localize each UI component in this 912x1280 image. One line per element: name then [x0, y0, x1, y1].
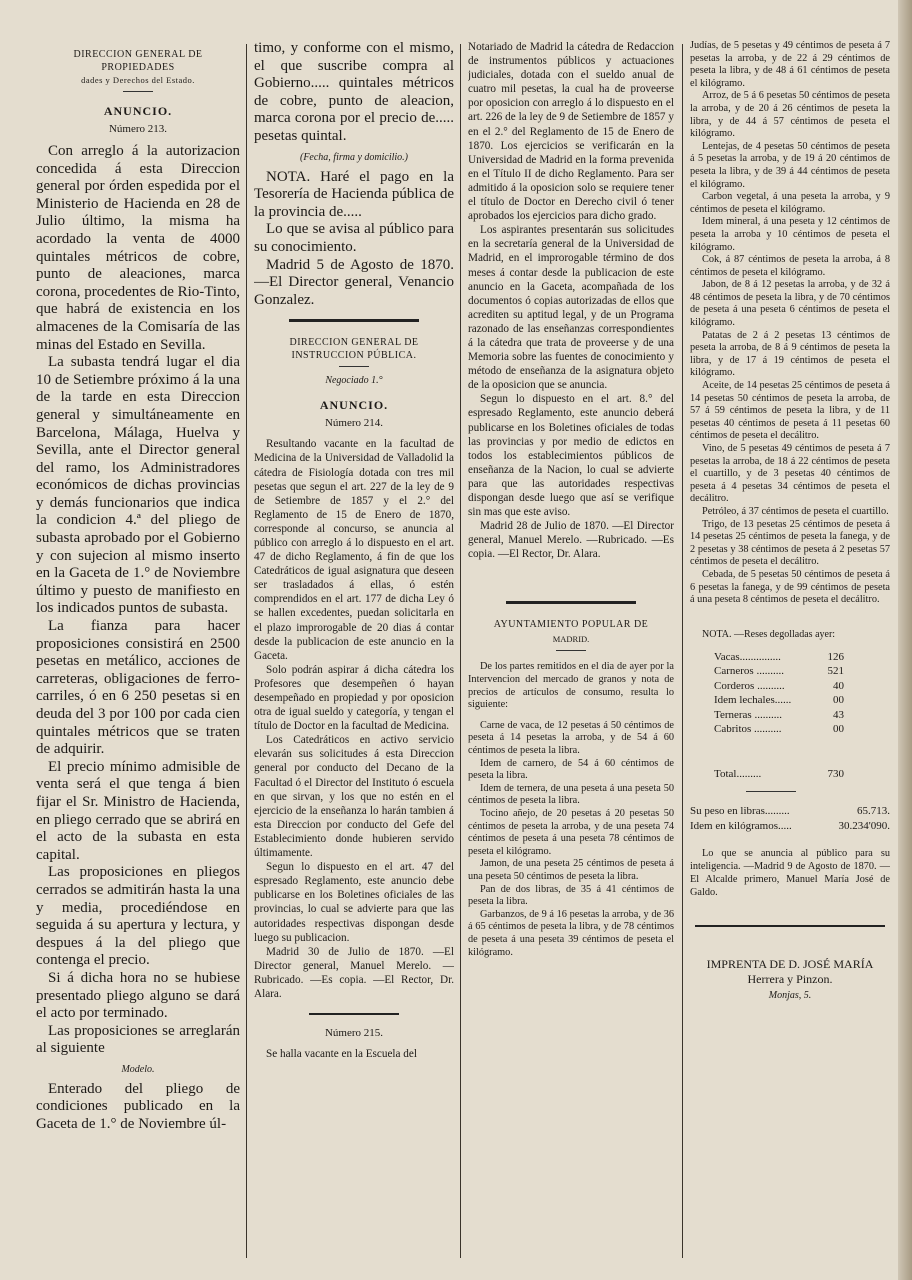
reses-total: Total......... 730	[714, 767, 844, 780]
price-item: Patatas de 2 á 2 pesetas 13 céntimos de peseta la arroba, de 8 á 9 céntimos de peseta la libra, y de 17 á 19 céntimos de peseta el kilógramo.	[690, 329, 890, 379]
reses-row: Corderos .......... 40	[714, 679, 844, 692]
section-header: DIRECCION GENERAL DE INSTRUCCION PÚBLICA.	[289, 337, 419, 362]
price-item: Cebada, de 5 pesetas 50 céntimos de peseta á 6 pesetas la fanega, y de 99 céntimos de peseta á una peseta 8 céntimos de peseta el decálitro.	[690, 568, 890, 606]
price-item: Idem de carnero, de 54 á 60 céntimos de peseta la libra.	[468, 757, 674, 782]
price-item: Garbanzos, de 9 á 16 pesetas la arroba, y de 36 á 65 céntimos de peseta la libra, y de 78 céntimos de peseta á una peseta 39 céntimos de peseta el kilógramo.	[468, 908, 674, 958]
divider	[746, 791, 796, 792]
signature: Madrid 30 de Julio de 1870. —El Director general, Manuel Merelo. —Rubricado. —Es copia. —El Rector, Dr. Alara.	[254, 945, 454, 1000]
price-item: Tocino añejo, de 20 pesetas á 20 pesetas 50 céntimos de peseta la arroba, y de una peseta 74 céntimos de peseta á una peseta 78 céntimos de peseta el kilógramo.	[468, 808, 674, 857]
anuncio-number: Número 215.	[324, 1027, 384, 1040]
paragraph: La subasta tendrá lugar el dia 10 de Setiembre próximo á la una de la tarde en esta Direccion general y simultáneamente en Barcelona, Málaga, Huelva y Sevilla, ante el Director general del ramo, los Administradores económicos de dichas provincias y demás funcionarios que indica la condicion 4.ª del pliego de subasta aprobado por el Gobierno y con sujecion al mismo inserto en la Gaceta de 1.° de Noviembre último y puesto de manifiesto en los indicados puntos de subasta.	[36, 354, 240, 617]
paragraph: El precio mínimo admisible de venta será el que tenga á bien fijar el Sr. Ministro de Hacienda, en pliego cerrado que se abrirá en el acto de la subasta en esta capital.	[36, 758, 240, 863]
price-item: Trigo, de 13 pesetas 25 céntimos de peseta á 14 pesetas 25 céntimos de peseta la fanega, y de 2 pesetas y 38 céntimos de peseta á 2 pesetas 57 céntimos de peseta el decálitro.	[690, 518, 890, 568]
column-3	[468, 40, 674, 1260]
price-item: Idem de ternera, de una peseta á una peseta 50 céntimos de peseta la libra.	[468, 782, 674, 807]
price-item: Cok, á 87 céntimos de peseta la arroba, á 8 céntimos de peseta el kilógramo.	[690, 254, 890, 278]
signature: Madrid 28 de Julio de 1870. —El Director general, Manuel Merelo. —Rubricado. —Es copia. —El Rector, Dr. Alara.	[468, 520, 674, 561]
column-2	[254, 40, 454, 1260]
price-item: Jabon, de 8 á 12 pesetas la arroba, y de 32 á 48 céntimos de peseta la libra, y de 70 céntimos de peseta á una peseta 6 céntimos de peseta el kilógramo.	[690, 279, 890, 329]
price-item: Aceite, de 14 pesetas 25 céntimos de peseta á 14 pesetas 50 céntimos de peseta la arroba, de 57 á 59 céntimos de peseta la libra, y de 11 pesetas 40 céntimos de peseta á 11 pesetas 60 céntimos de peseta el decálitro.	[690, 380, 890, 442]
modelo-label: Modelo.	[121, 1063, 155, 1075]
divider	[289, 319, 419, 322]
paragraph: Segun lo dispuesto en el art. 47 del espresado Reglamento, este anuncio debe publicarse en los Boletines oficiales de las provincias, lo cual se advierte para que las autoridades respectivas dispongan desde luego su publicacion.	[254, 861, 454, 944]
paragraph: Con arreglo á la autorizacion concedida á esta Direccion general por órden espedida por el Ministerio de Hacienda en 28 de Julio último, la misma ha acordado la venta de 4000 quintales métricos de cobre, punto de aleaciones, marca corona, procedentes de Rio-Tinto, que habrá de existencia en los almacenes de la Comisaría de las minas del Estado en Sevilla.	[36, 143, 240, 353]
section-header: AYUNTAMIENTO POPULAR DE	[493, 619, 649, 631]
column-rule	[460, 44, 461, 1258]
divider	[123, 91, 153, 92]
reses-row: Carneros .......... 521	[714, 665, 844, 678]
price-item: Petróleo, á 37 céntimos de peseta el cuartillo.	[702, 505, 889, 517]
paragraph: Notariado de Madrid la cátedra de Redaccion de instrumentos públicos y actuaciones judiciales, dotada con el sueldo anual de cuatro mil pesetas, la cual ha de proveerse por oposicion con arreglo á lo dispuesto en el art. 226 de la ley de 9 de Setiembre de 1857 y en el 2.° del Reglamento de 15 de Enero de 1870. Los ejercicios se verificarán en la Universidad de Madrid en la forma prevenida en el Título II de dicho Reglamento. Para ser admitido á la oposicion solo se requiere tener el título de Doctor en Derecho civil ó tener aprobados los ejercicios para dicho grado.	[468, 41, 674, 223]
price-item: Jamon, de una peseta 25 céntimos de peseta á una peseta 50 céntimos de peseta la libra.	[468, 858, 674, 882]
paragraph: Lo que se avisa al público para su conocimiento.	[254, 221, 454, 255]
column-4	[690, 40, 890, 1260]
price-item: Vino, de 5 pesetas 49 céntimos de peseta á 7 pesetas la arroba, de 18 á 22 céntimos de peseta el cuartillo, y de 3 pesetas 40 céntimos de peseta á 4 pesetas 34 céntimos de peseta el decálitro.	[690, 443, 890, 505]
price-item: Arroz, de 5 á 6 pesetas 50 céntimos de peseta la arroba, y de 20 á 26 céntimos de peseta la libra, y de 44 á 57 céntimos de peseta el kilógramo.	[690, 90, 890, 140]
paragraph: Si á dicha hora no se hubiese presentado pliego alguno se dará el acto por terminado.	[36, 969, 240, 1022]
divider	[506, 601, 636, 604]
closing-paragraph: Lo que se anuncia al público para su inteligencia. —Madrid 9 de Agosto de 1870. —El Alcalde primero, Manuel María José de Galdo.	[690, 848, 890, 898]
reses-row: Terneras .......... 43	[714, 708, 844, 721]
page-edge	[898, 0, 912, 1280]
anuncio-title: ANUNCIO.	[319, 398, 389, 413]
divider	[339, 366, 369, 367]
section-subheader: MADRID.	[552, 634, 590, 645]
reses-row: Idem lechales...... 00	[714, 694, 844, 707]
paragraph: Enterado del pliego de condiciones publicado en la Gaceta de 1.° de Noviembre úl-	[36, 1080, 240, 1133]
reses-table	[714, 650, 844, 782]
paragraph: Solo podrán aspirar á dicha cátedra los Profesores que desempeñen ó hayan desempeñado en propiedad y por oposicion otra de igual sueldo y categoría, y tengan el título de Doctor en la facultad de Medicina.	[254, 663, 454, 733]
reses-title: NOTA. —Reses degolladas ayer:	[702, 628, 836, 640]
anuncio-title: ANUNCIO.	[103, 104, 173, 118]
reses-row: Cabritos .......... 00	[714, 723, 844, 736]
weights	[690, 804, 890, 834]
paragraph: Segun lo dispuesto en el art. 8.° del espresado Reglamento, este anuncio deberá publicarse en los Boletines oficiales de todas las provincias y por medio de edictos en todos los establecimientos públicos de enseñanza de la Nacion, lo cual se advierte para que las autoridades respectivas dispongan desde luego que así se verifique sin mas que este aviso.	[468, 393, 674, 519]
paragraph: Resultando vacante en la facultad de Medicina de la Universidad de Valladolid la cátedra de Fisiología dotada con tres mil pesetas que segun el art. 227 de la ley de 9 de Setiembre de 1857 y el 2.° del Reglamento de 15 de Enero de 1870, corresponde al concurso, se anuncia al público con arreglo á lo dispuesto en el art. 47 de dicho Reglamento, á fin de que los Catedráticos de igual asignatura que deseen ser trasladados á ellas, ó estén comprendidos en el art. 177 de dicha Ley ó se hallen excedentes, puedan solicitarla en el plazo improrogable de 20 dias á contar desde la publicacion de este anuncio en la Gaceta.	[254, 438, 454, 662]
paragraph: Las proposiciones se arreglarán al siguiente	[36, 1022, 240, 1057]
divider	[695, 925, 885, 927]
price-item: Carne de vaca, de 12 pesetas á 50 céntimos de peseta á 14 pesetas la arroba, y de 54 á 60 céntimos de peseta la libra.	[468, 719, 674, 757]
nota-paragraph: NOTA. Haré el pago en la Tesorería de Hacienda pública de la provincia de.....	[254, 168, 454, 220]
paragraph: La fianza para hacer proposiciones consistirá en 2500 pesetas en metálico, acciones de carreteras, obligaciones de ferro-carriles, ó en 6 250 pesetas si en deuda del 3 por 100 por cada cien quintales métricos que se traten de adquirir.	[36, 618, 240, 758]
paragraph: Las proposiciones en pliegos cerrados se admitirán hasta la una y media, procediéndose en seguida á su apertura y lectura, y despues á la del pliego que contenga el precio.	[36, 864, 240, 969]
negociado: Negociado 1.°	[325, 375, 383, 387]
column-rule	[246, 44, 247, 1258]
weight-row: Su peso en libras......... 65.713.	[690, 805, 890, 818]
reses-row: Vacas............... 126	[714, 650, 844, 663]
divider	[556, 650, 586, 651]
divider	[309, 1013, 399, 1015]
paragraph: De los partes remitidos en el dia de ayer por la Intervencion del mercado de granos y nota de precios de artículos de consumo, resulta lo siguiente:	[468, 661, 674, 711]
paragraph: Se halla vacante en la Escuela del	[266, 1048, 417, 1061]
fecha-note: (Fecha, firma y domicilio.)	[299, 151, 409, 163]
price-item: Pan de dos libras, de 35 á 41 céntimos de peseta la libra.	[468, 883, 674, 908]
anuncio-number: Número 213.	[108, 123, 168, 135]
paragraph: Los Catedráticos en activo servicio elevarán sus solicitudes á esta Direccion general por conducto del Decano de la Facultad ó el Director del Instituto ó escuela en que sirvan, y los que no estén en el ejercicio de la enseñanza lo harán tambien á esta Direccion por conducto del Gefe del Establecimiento donde hubieren servido últimamente.	[254, 734, 454, 860]
anuncio-number: Número 214.	[324, 417, 384, 430]
signature: Madrid 5 de Agosto de 1870. —El Director general, Venancio Gonzalez.	[254, 256, 454, 308]
weight-row: Idem en kilógramos..... 30.234'090.	[690, 820, 890, 833]
column-1	[36, 40, 240, 1260]
column-rule	[682, 44, 683, 1258]
imprint: IMPRENTA DE D. JOSÉ MARÍA Herrera y Pinzon. Monjas, 5.	[706, 957, 874, 1002]
price-item: Judías, de 5 pesetas y 49 céntimos de peseta á 7 pesetas la arroba, y de 22 á 29 céntimos de peseta la libra, y de 48 á 61 céntimos de peseta el kilógramo.	[690, 40, 890, 89]
section-header: DIRECCION GENERAL DE PROPIEDADES dades y Derechos del Estado.	[73, 49, 203, 85]
price-item: Carbon vegetal, á una peseta la arroba, y 9 céntimos de peseta el kilógramo.	[690, 191, 890, 215]
paragraph: timo, y conforme con el mismo, el que suscribe compra al Gobierno..... quintales métricos de cobre, punto de aleacion, marca corona por el precio de..... pesetas quintal.	[254, 40, 454, 144]
paragraph: Los aspirantes presentarán sus solicitudes en la secretaría general de la Universidad de Madrid, en el improrogable término de dos meses á contar desde la publicacion de este anuncio en la Gaceta, acompañada de los documentos ó copias autorizadas de ellos que acrediten su aptitud legal, y de un Programa razonado de las enseñanzas correspondientes á la cátedra que trata de proveerse y de una Memoria sobre las fuentes de conocimiento y método de enseñanza de la asignatura objeto de la oposicion que se anuncia.	[468, 224, 674, 392]
price-item: Idem mineral, á una peseta y 12 céntimos de peseta la arroba y 10 céntimos de peseta el kilógramo.	[690, 216, 890, 253]
price-item: Lentejas, de 4 pesetas 50 céntimos de peseta á 5 pesetas la arroba, y de 19 á 20 céntimos de peseta la libra, y de 39 á 44 céntimos de peseta el kilógramo.	[690, 140, 890, 190]
